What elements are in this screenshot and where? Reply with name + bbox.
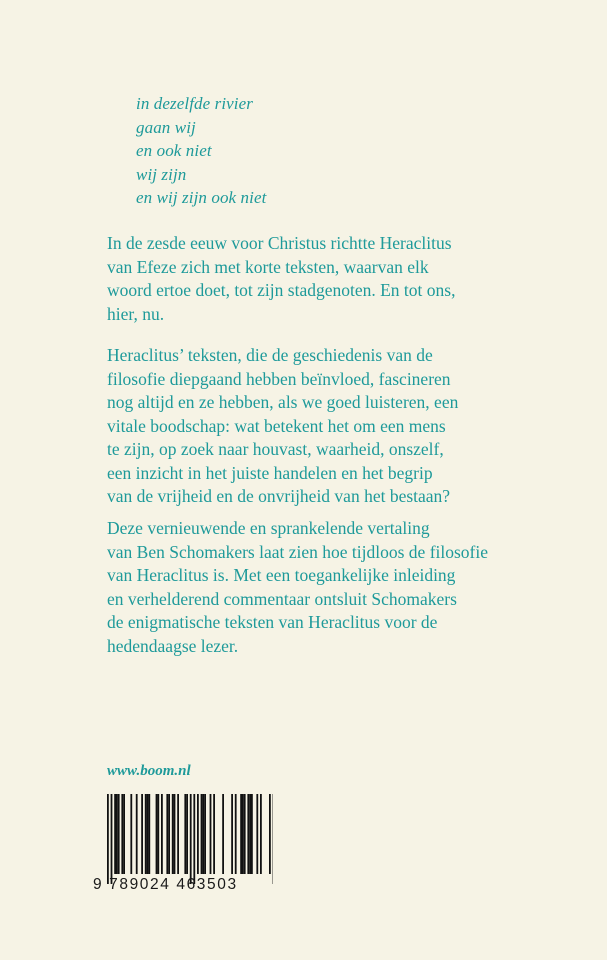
paragraph-line: van Heraclitus is. Met een toegankelijke inleiding (107, 565, 456, 585)
paragraph-line: woord ertoe doet, tot zijn stadgenoten. En tot ons, (107, 280, 456, 300)
paragraph-line: een inzicht in het juiste handelen en het begrip (107, 462, 433, 483)
paragraph-line: de enigmatische teksten van Heraclitus voor de (107, 612, 438, 632)
paragraph-line: van Ben Schomakers laat zien hoe tijdloos de filosofie (107, 541, 489, 562)
barcode-bar (141, 794, 143, 874)
barcode-guard-bar (190, 794, 192, 884)
barcode-bar (145, 794, 147, 874)
barcode-bar (260, 794, 262, 874)
poem-line: in dezelfde rivier (136, 94, 253, 113)
barcode-bar (166, 794, 168, 874)
barcode-bar (130, 794, 132, 874)
paragraph-line: van de vrijheid en de onvrijheid van het bestaan? (107, 486, 451, 506)
barcode-bar (136, 794, 138, 874)
barcode-bar (116, 794, 118, 874)
poem-block (136, 92, 266, 210)
poem-line: en wij zijn ook niet (136, 188, 267, 207)
poem-line: gaan wij (136, 117, 196, 137)
barcode-bar (156, 794, 158, 874)
publisher-website[interactable]: www.boom.nl (107, 763, 191, 779)
barcode-bar (235, 794, 237, 874)
poem-line: wij zijn (136, 164, 187, 184)
barcode-bar (222, 794, 224, 874)
barcode-bar (118, 794, 120, 874)
barcode-bar (123, 794, 125, 874)
barcode-bar (213, 794, 215, 874)
barcode-bar (184, 794, 186, 874)
barcode-bar (197, 794, 199, 874)
isbn-digits: 9 789024 463503 (93, 876, 238, 893)
barcode-bar (269, 794, 271, 874)
barcode-bar (114, 794, 116, 874)
barcode-bar (202, 794, 204, 874)
barcode-bar (240, 794, 242, 874)
barcode-bar (210, 794, 212, 874)
barcode-guard-bar (107, 794, 109, 884)
barcode-bar (168, 794, 170, 874)
poem-line: en ook niet (136, 141, 212, 160)
barcode-guard-bar (111, 794, 113, 884)
paragraph-line: hedendaagse lezer. (107, 635, 239, 656)
barcode-bar (242, 794, 244, 874)
barcode-bar (256, 794, 258, 874)
barcode-bar (177, 794, 179, 874)
paragraph-line: te zijn, op zoek naar houvast, waarheid, onszelf, (107, 439, 444, 459)
paragraph-line: vitale boodschap: wat betekent het om een mens (107, 415, 446, 436)
description-paragraph-3 (107, 517, 527, 658)
description-paragraph-1 (107, 232, 527, 326)
barcode-bar (249, 794, 251, 874)
paragraph-line: Deze vernieuwende en sprankelende vertaling (107, 518, 430, 538)
barcode-bar (247, 794, 249, 874)
barcode-bar (174, 794, 176, 874)
barcode-bar (204, 794, 206, 874)
barcode-bar (157, 794, 159, 874)
barcode-bar (244, 794, 246, 874)
barcode-bar (201, 794, 203, 874)
paragraph-line: nog altijd en ze hebben, als we goed luisteren, een (107, 392, 459, 412)
paragraph-line: van Efeze zich met korte teksten, waarvan elk (107, 256, 429, 277)
paragraph-line: Heraclitus’ teksten, die de geschiedenis van de (107, 345, 433, 365)
barcode-bar (121, 794, 123, 874)
barcode-bar (148, 794, 150, 874)
barcode-bar (251, 794, 253, 874)
barcode-bar (231, 794, 233, 874)
paragraph-line: en verhelderend commentaar ontsluit Schomakers (107, 588, 457, 609)
barcode-bar (161, 794, 163, 874)
paragraph-line: filosofie diepgaand hebben beïnvloed, fascineren (107, 368, 451, 389)
paragraph-line: hier, nu. (107, 303, 165, 324)
paragraph-line: In de zesde eeuw voor Christus richtte Heraclitus (107, 233, 452, 253)
description-paragraph-2 (107, 344, 527, 509)
barcode-bar (172, 794, 174, 874)
barcode-bar (147, 794, 149, 874)
barcode-bar (186, 794, 188, 874)
barcode-guard-bar (193, 794, 195, 884)
